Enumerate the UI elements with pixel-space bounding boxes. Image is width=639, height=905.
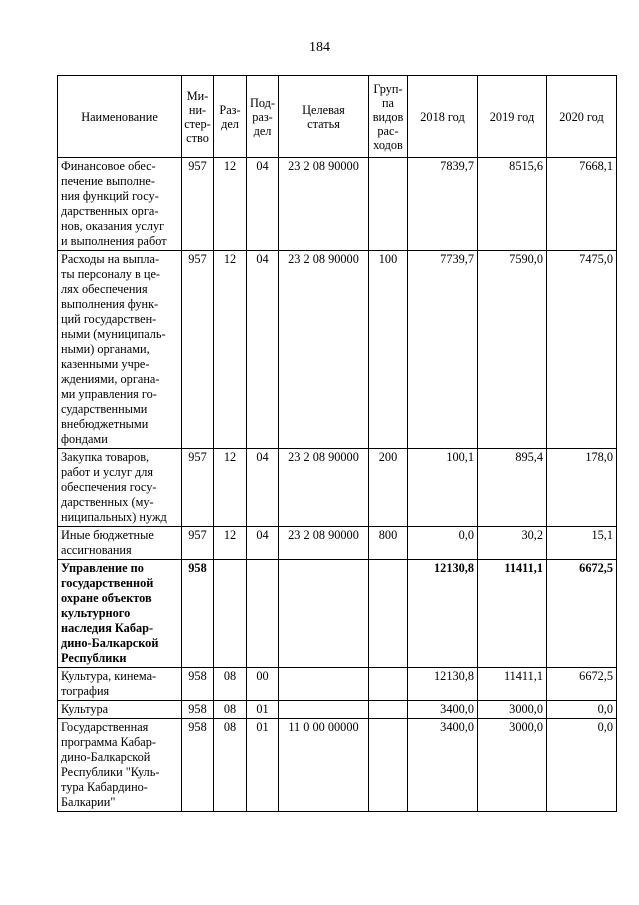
header-line: дел	[253, 123, 272, 138]
header-section	[214, 76, 247, 158]
row-name-line: ждениями, органа-	[61, 372, 160, 386]
row-name	[58, 701, 182, 719]
header-line: статья	[307, 116, 340, 131]
row-name-line: Управление по	[61, 561, 144, 575]
table-row	[58, 701, 617, 719]
row-subsection	[247, 560, 279, 668]
table-header-row	[58, 76, 617, 158]
row-section: 12	[214, 251, 247, 449]
header-line: Груп-	[373, 81, 403, 96]
row-expense-group	[369, 668, 408, 701]
row-name-line: ций государствен-	[61, 312, 157, 326]
row-target	[279, 560, 369, 668]
header-line: видов	[372, 109, 404, 124]
row-name-line: казенными учре-	[61, 357, 150, 371]
row-value-2020: 0,0	[547, 701, 617, 719]
header-line: раз-	[252, 109, 273, 124]
row-ministry: 958	[182, 668, 214, 701]
row-section: 08	[214, 668, 247, 701]
row-expense-group	[369, 158, 408, 251]
row-name-line: ния функций госу-	[61, 189, 159, 203]
row-section: 12	[214, 527, 247, 560]
table-row	[58, 668, 617, 701]
row-value-2020: 6672,5	[547, 668, 617, 701]
row-value-2018: 7839,7	[408, 158, 478, 251]
header-line: ни-	[188, 102, 207, 117]
row-name-line: Республики	[61, 651, 127, 665]
row-name-line: выполнения функ-	[61, 297, 159, 311]
row-name-line: печение выполне-	[61, 174, 155, 188]
row-name-line: Закупка товаров,	[61, 450, 150, 464]
row-name-line: ниципальных) нужд	[61, 510, 167, 524]
row-name-line: нов, оказания услуг	[61, 219, 165, 233]
row-ministry: 957	[182, 158, 214, 251]
row-name-line: обеспечения госу-	[61, 480, 157, 494]
row-value-2019: 895,4	[478, 449, 547, 527]
row-name-line: государственной	[61, 576, 154, 590]
table-row	[58, 527, 617, 560]
header-ministry	[182, 76, 214, 158]
row-value-2019: 8515,6	[478, 158, 547, 251]
row-name	[58, 668, 182, 701]
header-line: ство	[186, 130, 209, 145]
row-name-line: программа Кабар-	[61, 735, 156, 749]
row-expense-group: 800	[369, 527, 408, 560]
row-target: 23 2 08 90000	[279, 158, 369, 251]
row-name-line: ты персоналу в це-	[61, 267, 161, 281]
row-section: 08	[214, 701, 247, 719]
header-2020: 2020 год	[547, 76, 617, 158]
row-name-line: тография	[61, 684, 110, 698]
row-value-2019: 11411,1	[478, 668, 547, 701]
row-expense-group	[369, 719, 408, 812]
header-line: Под-	[249, 95, 276, 110]
row-name-line: дарственных (му-	[61, 495, 154, 509]
row-name	[58, 449, 182, 527]
row-section: 08	[214, 719, 247, 812]
row-value-2018: 100,1	[408, 449, 478, 527]
row-ministry: 958	[182, 560, 214, 668]
header-line: рас-	[377, 123, 399, 138]
row-value-2019: 3000,0	[478, 719, 547, 812]
row-value-2018: 12130,8	[408, 668, 478, 701]
header-target	[279, 76, 369, 158]
table-row	[58, 719, 617, 812]
row-name	[58, 251, 182, 449]
header-line: стер-	[184, 116, 211, 131]
row-name-line: Культура, кинема-	[61, 669, 157, 683]
row-name	[58, 158, 182, 251]
table-body	[58, 158, 617, 812]
row-ministry: 957	[182, 527, 214, 560]
row-name-line: охране объектов	[61, 591, 152, 605]
row-subsection: 04	[247, 158, 279, 251]
header-2018: 2018 год	[408, 76, 478, 158]
row-target	[279, 701, 369, 719]
row-name-line: дарственных орга-	[61, 204, 159, 218]
table-row	[58, 449, 617, 527]
table-row	[58, 251, 617, 449]
row-name-line: фондами	[61, 432, 108, 446]
row-name-line: Республики "Куль-	[61, 765, 160, 779]
row-value-2019: 11411,1	[478, 560, 547, 668]
header-subsection	[247, 76, 279, 158]
row-value-2018: 0,0	[408, 527, 478, 560]
page-number: 184	[309, 40, 330, 55]
row-subsection: 01	[247, 719, 279, 812]
row-value-2019: 3000,0	[478, 701, 547, 719]
row-name-line: сударственными	[61, 402, 148, 416]
row-value-2020: 7475,0	[547, 251, 617, 449]
row-target	[279, 668, 369, 701]
row-value-2019: 30,2	[478, 527, 547, 560]
row-name-line: Балкарии"	[61, 795, 116, 809]
row-name	[58, 719, 182, 812]
row-subsection: 00	[247, 668, 279, 701]
row-name-line: ными) органами,	[61, 342, 150, 356]
row-name-line: культурного	[61, 606, 131, 620]
row-target: 23 2 08 90000	[279, 527, 369, 560]
row-ministry: 957	[182, 449, 214, 527]
header-2019: 2019 год	[478, 76, 547, 158]
row-name-line: ми управления го-	[61, 387, 157, 401]
row-name-line: Расходы на выпла-	[61, 252, 160, 266]
row-name	[58, 527, 182, 560]
row-name-line: дино-Балкарской	[61, 750, 151, 764]
header-line: Раз-	[219, 102, 241, 117]
row-expense-group	[369, 560, 408, 668]
row-subsection: 04	[247, 251, 279, 449]
row-section: 12	[214, 449, 247, 527]
row-value-2018: 7739,7	[408, 251, 478, 449]
header-line: Ми-	[186, 88, 209, 103]
row-subsection: 01	[247, 701, 279, 719]
row-name-line: ассигнования	[61, 543, 132, 557]
row-value-2018: 12130,8	[408, 560, 478, 668]
table-row	[58, 158, 617, 251]
row-subsection: 04	[247, 527, 279, 560]
row-value-2018: 3400,0	[408, 719, 478, 812]
row-value-2018: 3400,0	[408, 701, 478, 719]
row-expense-group: 100	[369, 251, 408, 449]
header-line: дел	[221, 116, 239, 131]
row-name-line: Государственная	[61, 720, 149, 734]
row-value-2020: 15,1	[547, 527, 617, 560]
row-ministry: 958	[182, 701, 214, 719]
header-line: Целевая	[302, 102, 345, 117]
row-target: 11 0 00 00000	[279, 719, 369, 812]
row-section	[214, 560, 247, 668]
row-expense-group: 200	[369, 449, 408, 527]
row-expense-group	[369, 701, 408, 719]
row-ministry: 958	[182, 719, 214, 812]
row-name	[58, 560, 182, 668]
row-value-2020: 178,0	[547, 449, 617, 527]
row-name-line: ными (муниципаль-	[61, 327, 166, 341]
row-name-line: лях обеспечения	[61, 282, 148, 296]
row-name-line: тура Кабардино-	[61, 780, 148, 794]
row-ministry: 957	[182, 251, 214, 449]
budget-table	[57, 75, 617, 812]
row-target: 23 2 08 90000	[279, 449, 369, 527]
row-value-2020: 6672,5	[547, 560, 617, 668]
row-name-line: Иные бюджетные	[61, 528, 154, 542]
row-name-line: работ и услуг для	[61, 465, 154, 479]
row-value-2019: 7590,0	[478, 251, 547, 449]
row-name-line: внебюджетными	[61, 417, 149, 431]
row-name-line: наследия Кабар-	[61, 621, 154, 635]
row-section: 12	[214, 158, 247, 251]
header-name: Наименование	[58, 76, 182, 158]
header-line: па	[381, 95, 395, 110]
row-name-line: Культура	[61, 702, 109, 716]
row-name-line: и выполнения работ	[61, 234, 167, 248]
header-line: ходов	[373, 137, 403, 152]
header-expense-group	[369, 76, 408, 158]
row-target: 23 2 08 90000	[279, 251, 369, 449]
row-value-2020: 7668,1	[547, 158, 617, 251]
row-name-line: Финансовое обес-	[61, 159, 156, 173]
row-value-2020: 0,0	[547, 719, 617, 812]
row-name-line: дино-Балкарской	[61, 636, 159, 650]
table-row	[58, 560, 617, 668]
row-subsection: 04	[247, 449, 279, 527]
